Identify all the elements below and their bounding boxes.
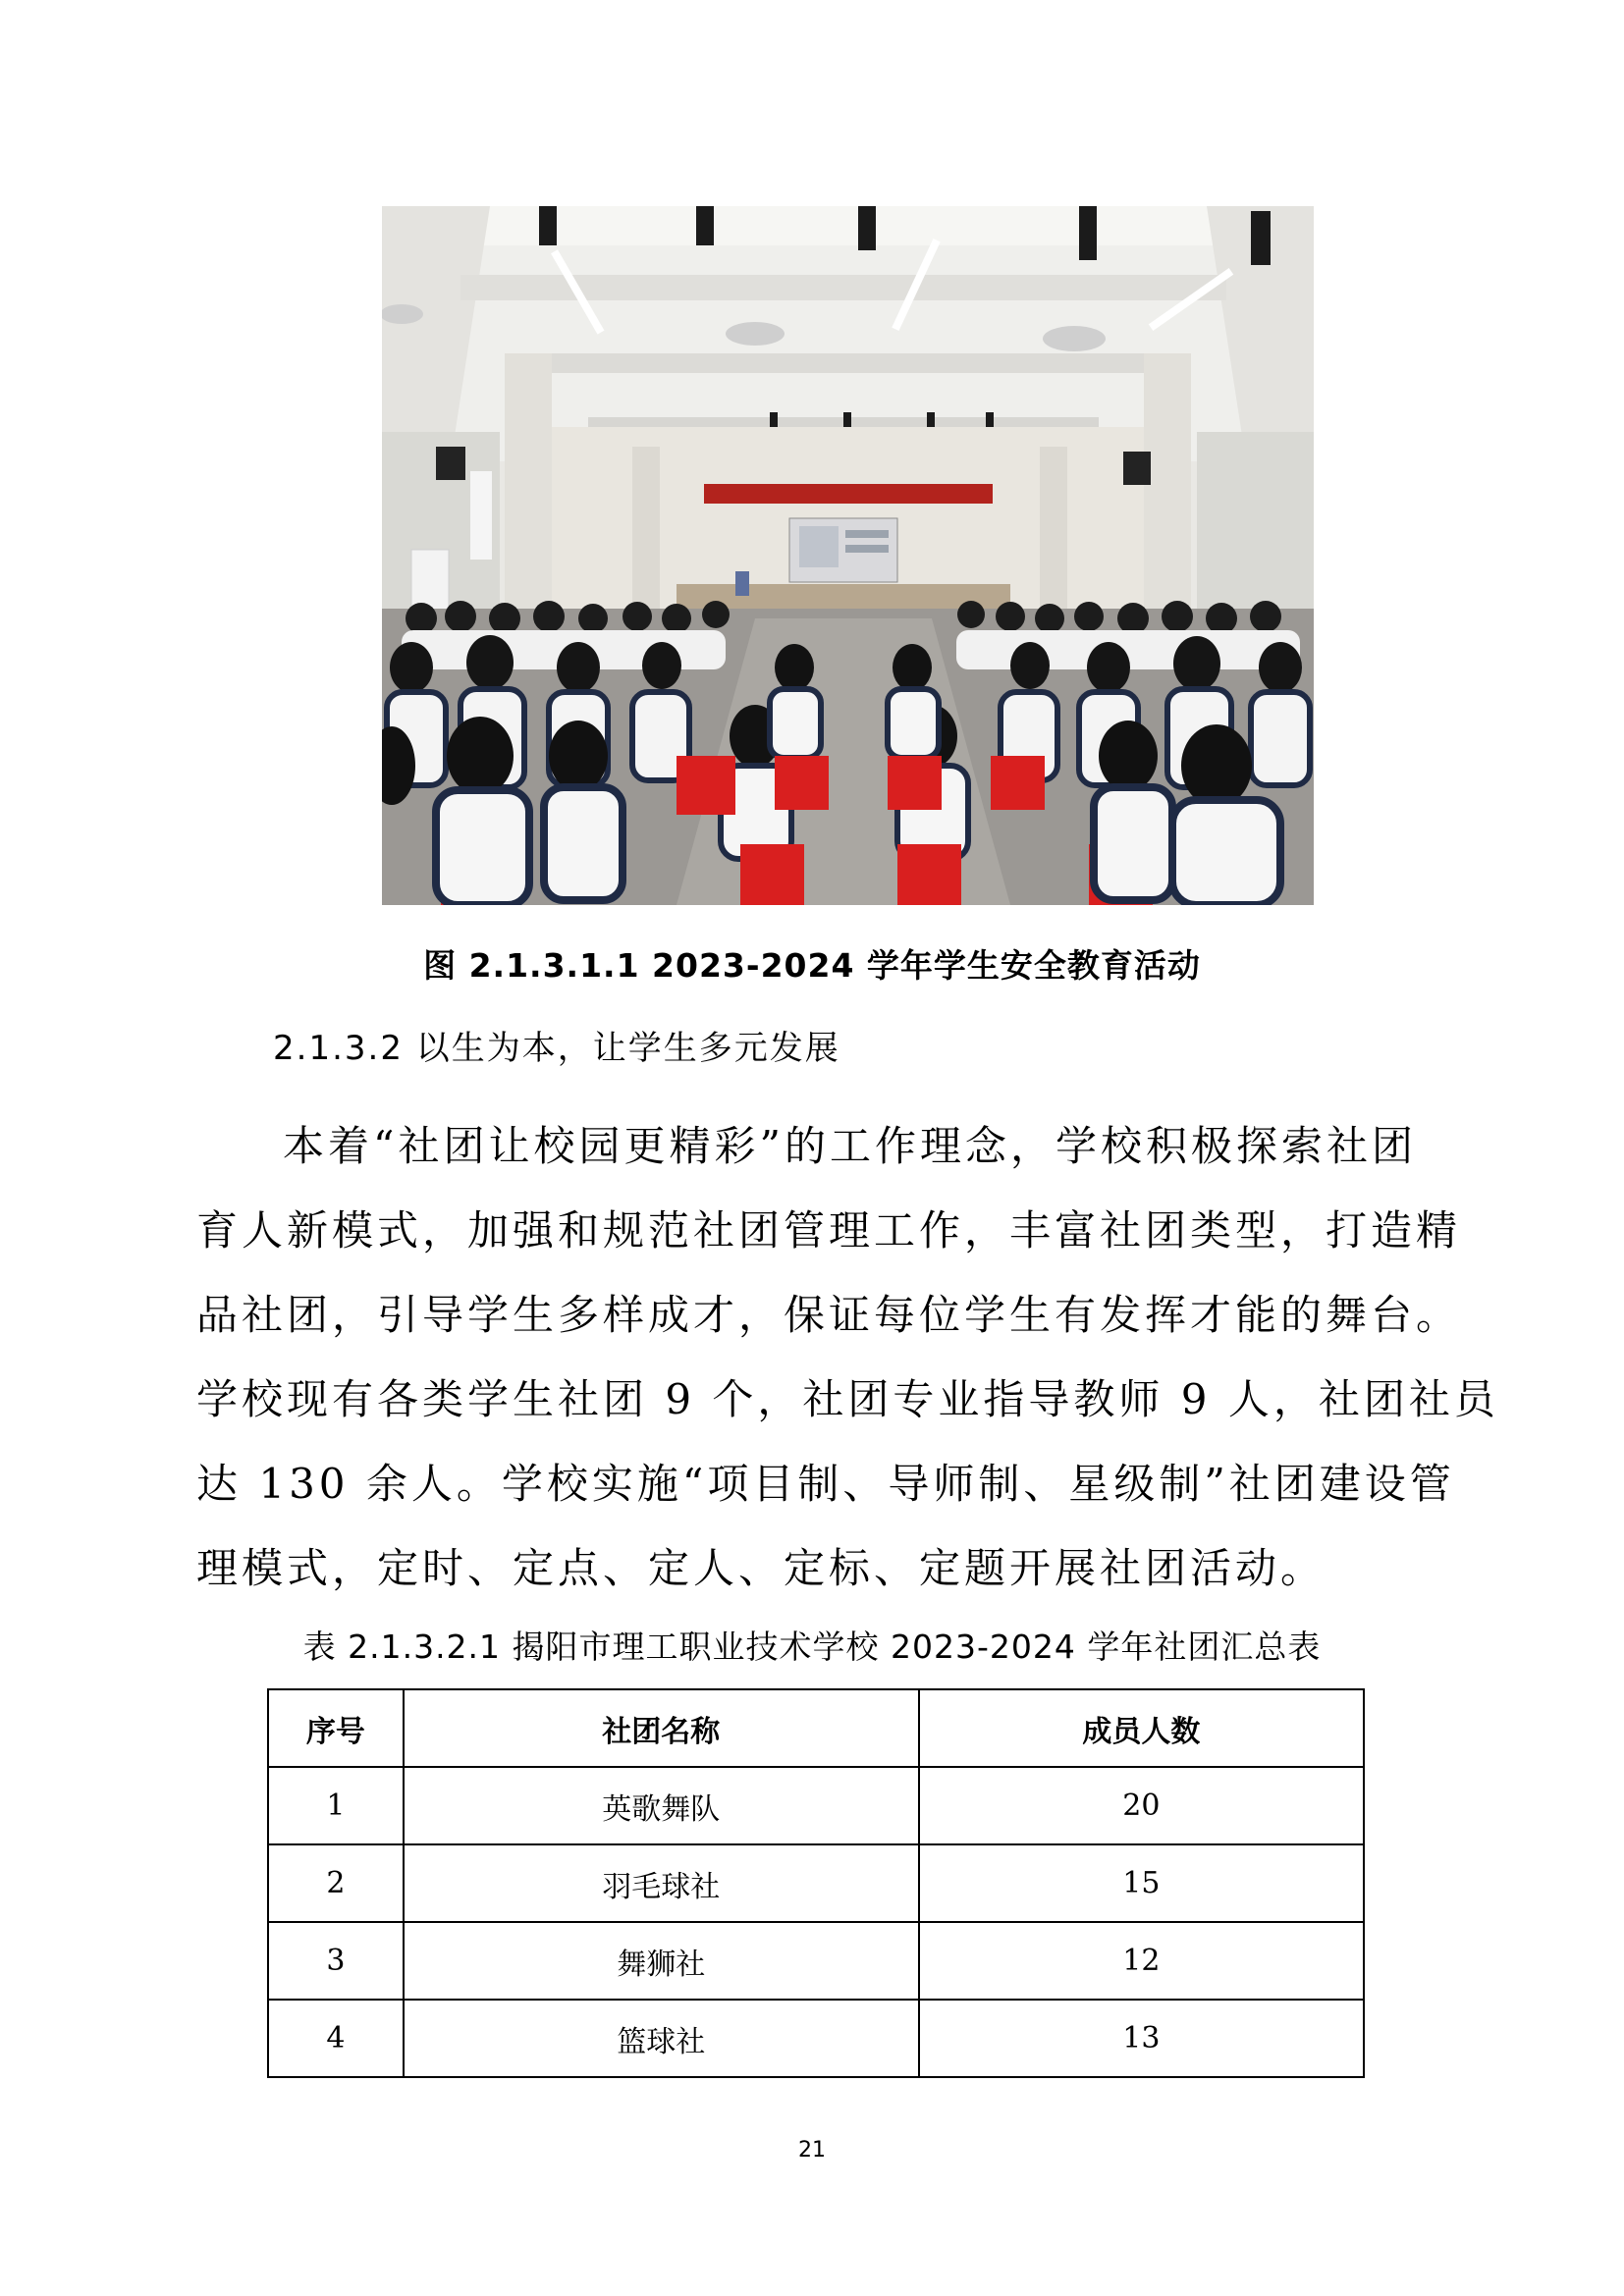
cell-index: 4 — [268, 2000, 404, 2077]
header-member-count: 成员人数 — [919, 1689, 1364, 1767]
paragraph-line: 品社团，引导学生多样成才，保证每位学生有发挥才能的舞台。 — [196, 1291, 1462, 1339]
table-header-row — [268, 1689, 1364, 1767]
cell-club-name: 舞狮社 — [404, 1922, 919, 2000]
table-row — [268, 1767, 1364, 1844]
paragraph-line: 育人新模式，加强和规范社团管理工作，丰富社团类型，打造精 — [196, 1206, 1462, 1255]
header-club-name: 社团名称 — [404, 1689, 919, 1767]
cell-member-count: 13 — [919, 2000, 1364, 2077]
figure-caption: 图 2.1.3.1.1 2023-2024 学年学生安全教育活动 — [423, 946, 1201, 985]
lecture-hall-image — [382, 206, 1314, 905]
section-heading: 2.1.3.2 以生为本，让学生多元发展 — [273, 1029, 840, 1068]
paragraph-line: 达 130 余人。学校实施“项目制、导师制、星级制”社团建设管 — [196, 1460, 1455, 1508]
header-index: 序号 — [268, 1689, 404, 1767]
paragraph-line: 理模式，定时、定点、定人、定标、定题开展社团活动。 — [196, 1544, 1326, 1592]
cell-index: 2 — [268, 1844, 404, 1922]
cell-index: 3 — [268, 1922, 404, 2000]
cell-member-count: 20 — [919, 1767, 1364, 1844]
cell-member-count: 15 — [919, 1844, 1364, 1922]
club-summary-table — [267, 1688, 1365, 2078]
table-row — [268, 1922, 1364, 2000]
table-row — [268, 2000, 1364, 2077]
cell-club-name: 篮球社 — [404, 2000, 919, 2077]
cell-club-name: 英歌舞队 — [404, 1767, 919, 1844]
page-number: 21 — [798, 2138, 826, 2163]
cell-index: 1 — [268, 1767, 404, 1844]
paragraph-line: 本着“社团让校园更精彩”的工作理念，学校积极探索社团 — [283, 1122, 1417, 1170]
table-caption: 表 2.1.3.2.1 揭阳市理工职业技术学校 2023-2024 学年社团汇总表 — [302, 1628, 1322, 1666]
cell-club-name: 羽毛球社 — [404, 1844, 919, 1922]
cell-member-count: 12 — [919, 1922, 1364, 2000]
paragraph-line: 学校现有各类学生社团 9 个，社团专业指导教师 9 人，社团社员 — [196, 1375, 1499, 1423]
section-paragraph — [196, 1104, 1499, 1611]
table-row — [268, 1844, 1364, 1922]
lecture-photo — [382, 206, 1314, 905]
